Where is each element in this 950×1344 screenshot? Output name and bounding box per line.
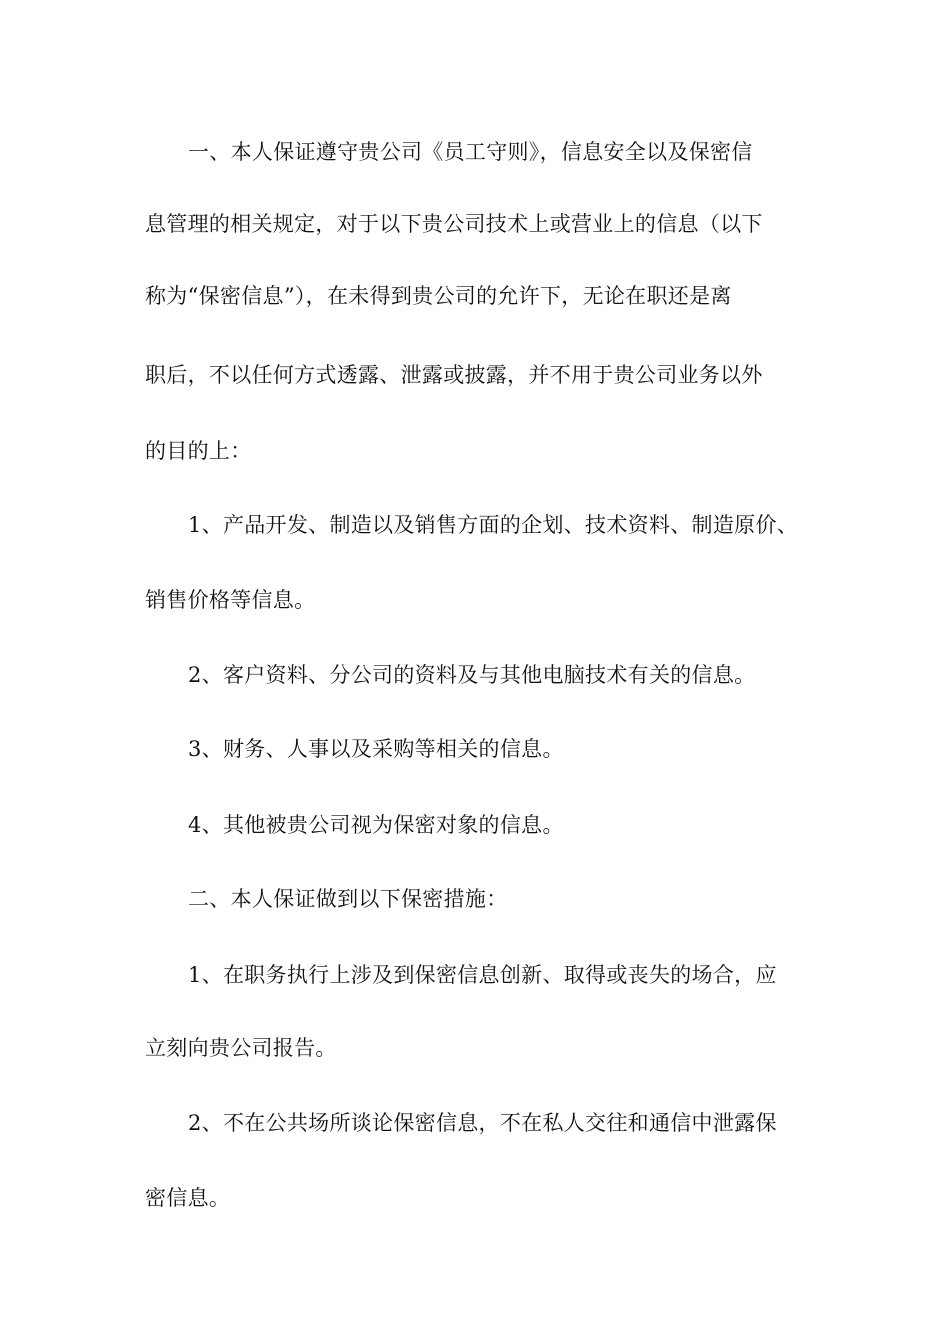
paragraph-1-line-4: 职后，不以任何方式透露、泄露或披露，并不用于贵公司业务以外 — [145, 363, 763, 387]
section-2-heading: 二、本人保证做到以下保密措施： — [188, 887, 508, 911]
item-3: 3、财务、人事以及采购等相关的信息。 — [188, 737, 564, 761]
paragraph-1-line-5: 的目的上： — [145, 439, 252, 463]
measure-2-line-1: 2、不在公共场所谈论保密信息，不在私人交往和通信中泄露保 — [188, 1111, 777, 1135]
paragraph-1-line-1: 一、本人保证遵守贵公司《员工守则》，信息安全以及保密信 — [188, 140, 753, 164]
item-4: 4、其他被贵公司视为保密对象的信息。 — [188, 813, 564, 837]
measure-1-line-1: 1、在职务执行上涉及到保密信息创新、取得或丧失的场合，应 — [188, 963, 777, 987]
measure-2-line-2: 密信息。 — [145, 1186, 231, 1210]
paragraph-1-line-3: 称为“保密信息”），在未得到贵公司的允许下，无论在职还是离 — [145, 284, 732, 308]
measure-1-line-2: 立刻向贵公司报告。 — [145, 1036, 337, 1060]
item-1-line-2: 销售价格等信息。 — [145, 588, 316, 612]
paragraph-1-line-2: 息管理的相关规定，对于以下贵公司技术上或营业上的信息（以下 — [145, 212, 763, 236]
item-2: 2、客户资料、分公司的资料及与其他电脑技术有关的信息。 — [188, 663, 756, 687]
item-1-line-1: 1、产品开发、制造以及销售方面的企划、技术资料、制造原价、 — [188, 513, 799, 537]
